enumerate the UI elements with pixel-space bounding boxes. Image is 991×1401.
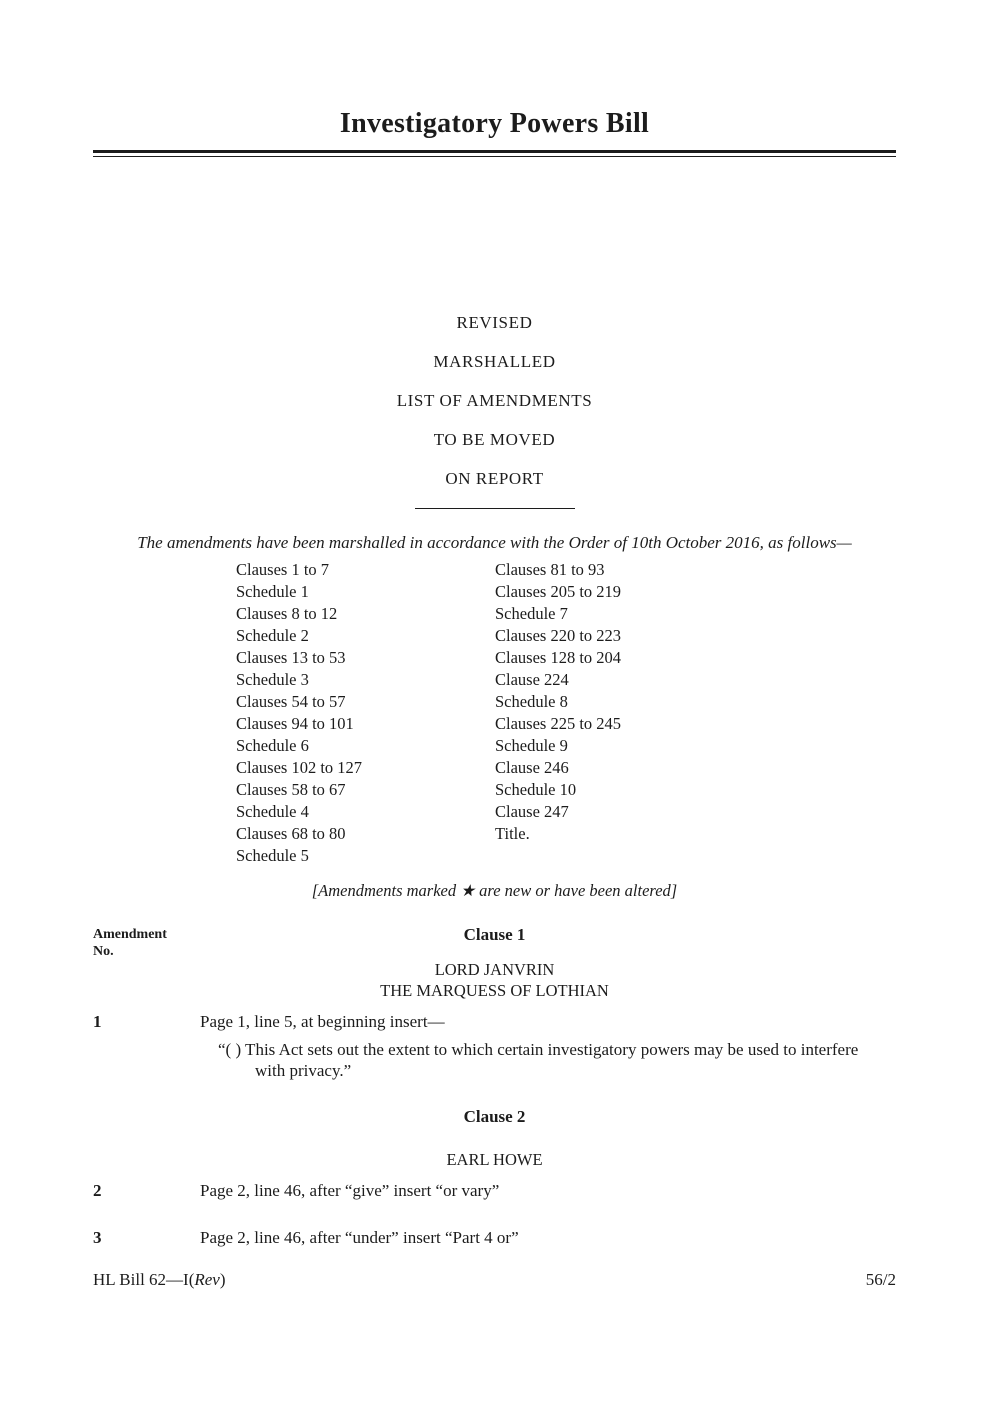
- order-item: Schedule 1: [236, 582, 309, 601]
- amendment-row: [93, 1011, 896, 1081]
- order-item: Clauses 94 to 101: [236, 714, 354, 733]
- clause-2-heading: Clause 2: [463, 1107, 526, 1126]
- amendment-no-column-label: [93, 927, 167, 961]
- clause-2-header-row: [93, 1107, 896, 1127]
- order-item: Clauses 58 to 67: [236, 780, 346, 799]
- order-item: Clauses 68 to 80: [236, 824, 346, 843]
- clause-2-sponsors: [93, 1149, 896, 1170]
- amendment-body: [200, 1180, 896, 1201]
- order-item: Schedule 8: [495, 692, 568, 711]
- star-legend-note: [Amendments marked ★ are new or have been altered]: [311, 881, 678, 900]
- amendment-quote: “( ) This Act sets out the extent to which certain investigatory powers may be used to interfere with privacy.”: [218, 1040, 859, 1080]
- title-rule: [93, 150, 896, 157]
- order-item: Title.: [495, 824, 530, 843]
- order-item: Clauses 225 to 245: [495, 714, 622, 733]
- sponsor-name: LORD JANVRIN: [434, 960, 555, 979]
- marshal-note: The amendments have been marshalled in accordance with the Order of 10th October 2016, as follows—: [137, 533, 852, 552]
- bill-reference-suffix: ): [219, 1270, 226, 1289]
- order-item: Clauses 13 to 53: [236, 648, 346, 667]
- sponsor-name: THE MARQUESS OF LOTHIAN: [380, 981, 609, 1000]
- bill-title: Investigatory Powers Bill: [339, 108, 650, 139]
- bill-reference-prefix: HL Bill 62—I(: [93, 1270, 195, 1289]
- marshal-order-right-column: [495, 559, 621, 867]
- amendment-number: 3: [93, 1228, 102, 1247]
- clause-1-header-row: [93, 925, 896, 959]
- bill-reference-rev: Rev: [194, 1270, 220, 1289]
- amendment-no-label-line1: Amendment: [93, 927, 167, 942]
- order-item: Schedule 10: [495, 780, 577, 799]
- title-rule-thick-line: [93, 150, 896, 153]
- amendment-body: [200, 1227, 896, 1248]
- document-heading-block: [93, 313, 896, 489]
- sponsor-name: EARL HOWE: [446, 1150, 543, 1169]
- amendment-text: Page 1, line 5, at beginning insert—: [200, 1012, 445, 1031]
- order-item: Clauses 205 to 219: [495, 582, 622, 601]
- order-item: Clauses 102 to 127: [236, 758, 363, 777]
- page-number: 56/2: [865, 1270, 896, 1289]
- section-divider-rule: [415, 508, 575, 509]
- amendment-text: Page 2, line 46, after “give” insert “or vary”: [200, 1181, 500, 1200]
- clause-1-heading: Clause 1: [463, 925, 526, 944]
- order-item: Clauses 128 to 204: [495, 648, 622, 667]
- amendment-row: [93, 1227, 896, 1248]
- amendment-body: [200, 1011, 896, 1081]
- order-item: Schedule 7: [495, 604, 568, 623]
- heading-line: TO BE MOVED: [433, 430, 556, 449]
- order-item: Clauses 1 to 7: [236, 560, 330, 579]
- heading-line: LIST OF AMENDMENTS: [396, 391, 593, 410]
- order-item: Schedule 2: [236, 626, 309, 645]
- bill-reference: [93, 1270, 226, 1290]
- order-item: Schedule 4: [236, 802, 309, 821]
- order-item: Schedule 5: [236, 846, 309, 865]
- order-item: Clause 247: [495, 802, 569, 821]
- order-item: Clauses 81 to 93: [495, 560, 605, 579]
- amendment-text: Page 2, line 46, after “under” insert “Part 4 or”: [200, 1228, 519, 1247]
- order-item: Clauses 8 to 12: [236, 604, 338, 623]
- order-item: Clauses 220 to 223: [495, 626, 622, 645]
- amendment-no-label-line2: No.: [93, 943, 114, 959]
- heading-line: MARSHALLED: [433, 352, 556, 371]
- amendment-number: 1: [93, 1012, 102, 1031]
- order-item: Schedule 3: [236, 670, 309, 689]
- amendment-number: 2: [93, 1181, 102, 1200]
- clause-1-sponsors: [93, 959, 896, 1001]
- heading-line: ON REPORT: [445, 469, 544, 488]
- heading-line: REVISED: [456, 313, 533, 332]
- order-item: Schedule 9: [495, 736, 568, 755]
- order-item: Clauses 54 to 57: [236, 692, 346, 711]
- marshal-order-left-column: [236, 559, 495, 867]
- page-footer: [93, 1270, 896, 1290]
- marshal-order-list: [236, 559, 896, 867]
- order-item: Schedule 6: [236, 736, 309, 755]
- order-item: Clause 246: [495, 758, 569, 777]
- order-item: Clause 224: [495, 670, 569, 689]
- amendment-row: [93, 1180, 896, 1201]
- title-rule-thin-line: [93, 156, 896, 157]
